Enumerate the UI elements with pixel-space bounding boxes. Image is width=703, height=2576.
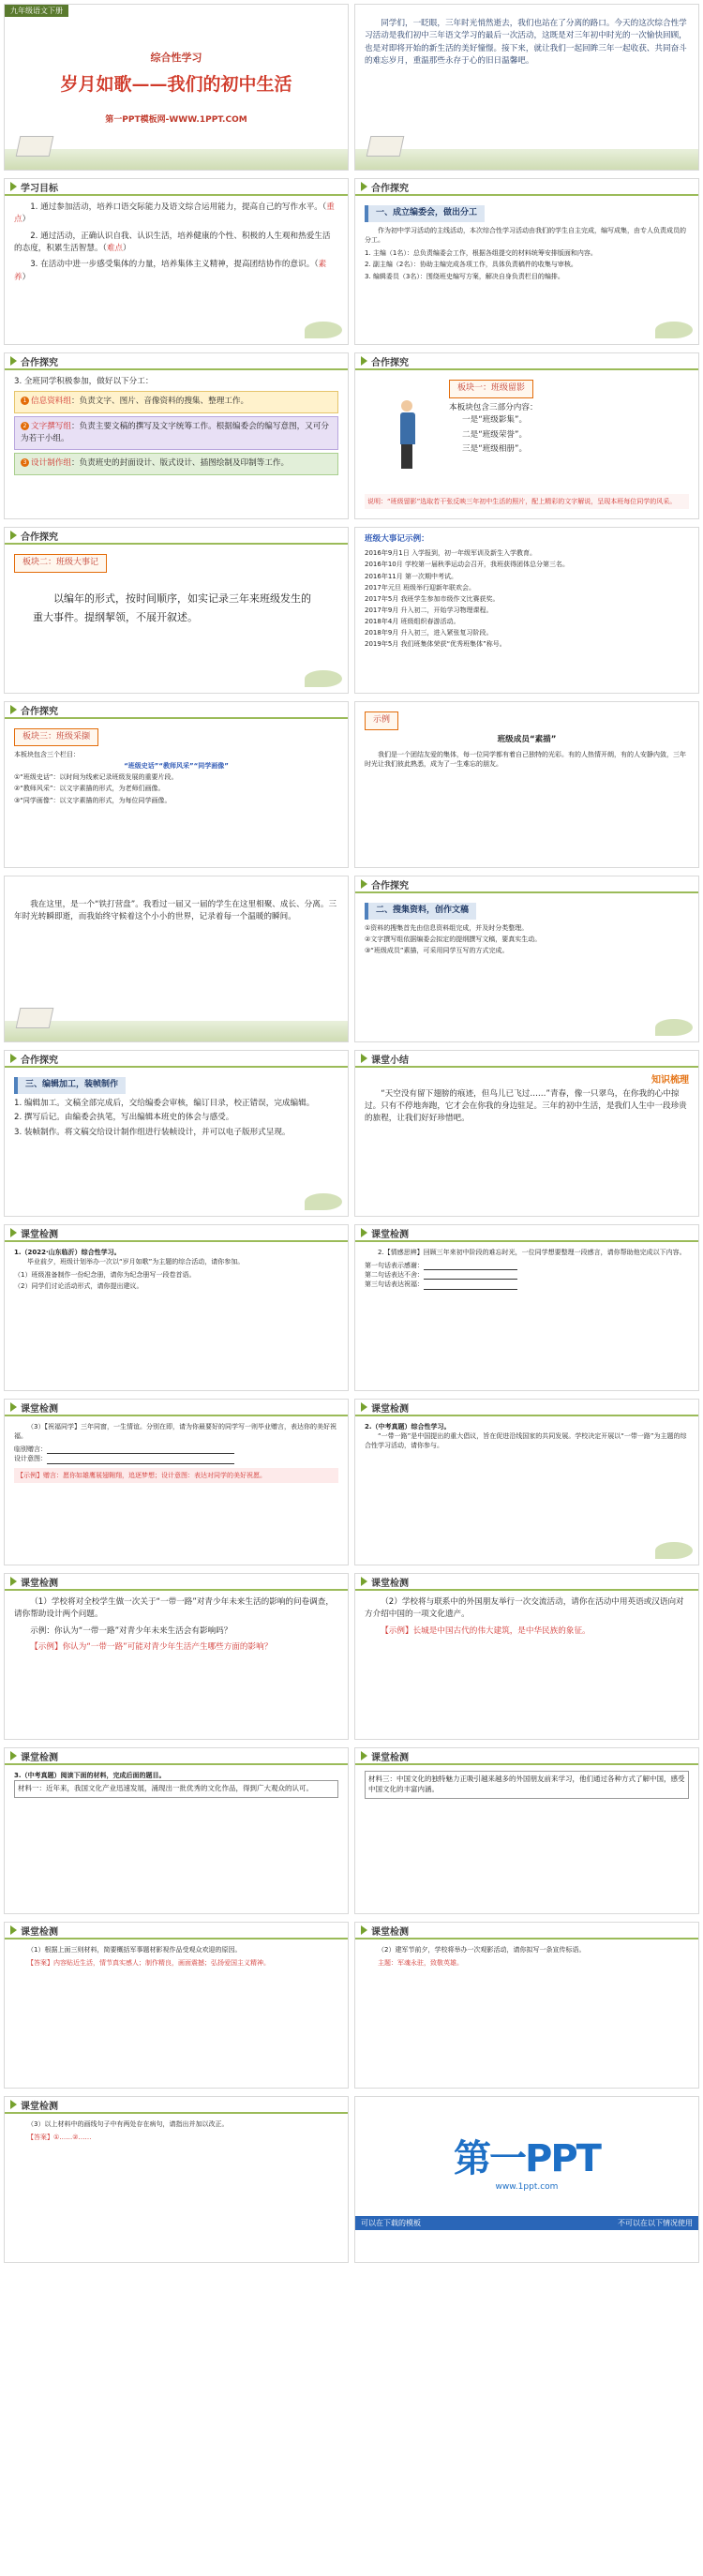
slide-heading: 综合性学习 (150, 52, 202, 64)
triangle-icon (10, 1925, 17, 1935)
triangle-icon (361, 182, 367, 191)
question-title: 1.（2022·山东临沂）综合性学习。 (14, 1249, 121, 1256)
timeline-item: 2017年9月 升入初二，开始学习物理课程。 (365, 607, 493, 615)
answer-text: 【答案】①……②…… (27, 2134, 92, 2142)
timeline-title: 班级大事记示例： (365, 534, 429, 544)
slide-header: 课堂检测 (355, 1923, 698, 1939)
question-item: （2）同学们讨论活动形式，请你提出建议。 (14, 1282, 143, 1291)
slide-header: 合作探究 (355, 179, 698, 196)
slide-test-9 (4, 1922, 349, 2089)
slide-summary (354, 1050, 699, 1217)
slide-test-7 (4, 1747, 349, 1914)
slide-header: 合作探究 (355, 353, 698, 370)
list-item: 3. 装帧制作。将文稿交给设计制作组进行装帧设计，并可以电子版形式呈现。 (14, 1127, 291, 1137)
book-illustration (16, 1008, 54, 1028)
example-title: 班级成员“素描” (497, 734, 557, 744)
answer-line: 第二句话表达不舍： (365, 1270, 689, 1280)
info-icon: 1 (21, 397, 29, 405)
answer-text: 主题：军魂永驻，致敬英雄。 (378, 1959, 463, 1968)
slide-header: 课堂检测 (5, 1225, 348, 1242)
block-note: 说明：“班级留影”选取若干张反映三年初中生活的照片，配上精彩的文字解说，呈现本班每位同学的风采。 (365, 494, 689, 509)
answer-hint: 【示例】赠言：愿你如雄鹰展翅翱翔，追逐梦想；设计意图：表达对同学的美好祝愿。 (14, 1468, 338, 1483)
leaf-decoration (655, 322, 693, 338)
block-pill: 板块三：班级采撷 (14, 728, 98, 746)
slide-explore-2 (4, 352, 349, 519)
slide-explore-3 (354, 876, 699, 1042)
answer-example: 【示例】你认为“一带一路”可能对青少年生活产生哪些方面的影响？ (30, 1641, 273, 1652)
page-title: 岁月如歌——我们的初中生活 (60, 74, 292, 95)
slide-header: 学习目标 (5, 179, 348, 196)
slide-header: 课堂检测 (5, 1400, 348, 1416)
leaf-decoration (305, 1193, 342, 1210)
list-item: ③“班级成员”素描，可采用同学互写的方式完成。 (365, 947, 509, 955)
slide-test-2 (354, 1224, 699, 1391)
list-item: 2. 撰写后记。由编委会执笔，写出编辑本班史的体会与感受。 (14, 1113, 234, 1123)
triangle-icon (361, 1751, 367, 1760)
answer-line: 第一句话表示感谢： (365, 1261, 689, 1270)
list-item: ①“班级史话”：以时间为线索记录班级发展的重要片段。 (14, 773, 178, 782)
block-intro: 本板块包含三部分内容： (449, 402, 538, 412)
material-box: 材料一：近年来，我国文化产业迅速发展，涌现出一批优秀的文化作品，得到广大观众的认可。 (14, 1780, 338, 1798)
slide-header: 合作探究 (5, 353, 348, 370)
triangle-icon (10, 356, 17, 366)
slide-header: 课堂检测 (355, 1748, 698, 1765)
slide-test-5 (4, 1573, 349, 1740)
leaf-decoration (655, 1019, 693, 1036)
slide-test-1 (4, 1224, 349, 1391)
list-item: 三是“班级相册”。 (462, 443, 528, 454)
slide-header: 课堂检测 (5, 1574, 348, 1591)
question-item: （1）班级准备制作一份纪念册，请你为纪念册写一段卷首语。 (14, 1271, 196, 1280)
question-text: （3）【祝福同学】三年同窗，一生情谊。分别在即，请为你最要好的同学写一则毕业赠言，表达你的美好祝福。 (14, 1423, 337, 1441)
example-pill: 示例 (365, 711, 398, 730)
question-example: 示例：你认为“一带一路”对青少年未来生活会有影响吗？ (30, 1625, 232, 1636)
footer-bar (355, 2216, 698, 2230)
grass-decoration (5, 1021, 348, 1041)
goal-item: 1. 通过参加活动，培养口语交际能力及语文综合运用能力，提高自己的写作水平。（重点） (14, 202, 335, 225)
answer-example: 【示例】长城是中国古代的伟大建筑，是中华民族的象征。 (381, 1625, 591, 1636)
question-text: （1）学校将对全校学生做一次关于“一带一路”对青少年未来生活的影响的问卷调查，请你帮助设计两个问题。 (14, 1597, 334, 1620)
roles-intro: 3. 全班同学积极参加，做好以下分工： (14, 377, 154, 386)
slide-header: 课堂检测 (5, 1923, 348, 1939)
slide-timeline (354, 527, 699, 694)
triangle-icon (361, 879, 367, 889)
site-credit: 第一PPT模板网-WWW.1PPT.COM (105, 115, 247, 125)
slide-essay (4, 876, 349, 1042)
triangle-icon (361, 1402, 367, 1412)
timeline-item: 2016年9月1日 入学报到，初一年级军训及新生入学教育。 (365, 549, 536, 558)
block-quote: “班级史话”“教师风采”“同学画像” (124, 762, 229, 771)
leaf-decoration (305, 322, 342, 338)
role-box: 1 信息资料组：负责文字、图片、音像资料的搜集、整理工作。 (14, 391, 338, 412)
book-illustration (16, 136, 54, 157)
slide-header: 课堂小结 (355, 1051, 698, 1068)
triangle-icon (10, 1228, 17, 1237)
slide-header: 课堂检测 (5, 2097, 348, 2114)
triangle-icon (361, 356, 367, 366)
slide-test-3 (4, 1399, 349, 1565)
block-intro: 本板块包含三个栏目： (14, 751, 80, 759)
list-item: 一是“班级影集”。 (462, 415, 528, 426)
triangle-icon (10, 1402, 17, 1412)
grade-badge: 九年级语文下册 (5, 5, 68, 17)
block-pill: 板块一：班级留影 (449, 380, 533, 398)
triangle-icon (10, 182, 17, 191)
list-item: 2. 副主编（2名）：协助主编完成各项工作，具体负责稿件的收集与审核。 (365, 261, 577, 269)
question-title: 3.（中考真题）阅读下面的材料，完成后面的题目。 (14, 1772, 166, 1779)
list-item: 3. 编辑委员（3名）：围绕班史编写方案，解决自身负责栏目的编排。 (365, 272, 564, 280)
timeline-item: 2016年10月 学校第一届秋季运动会召开，我班获得团体总分第三名。 (365, 561, 569, 569)
triangle-icon (10, 1577, 17, 1586)
question-text: （2）建军节前夕，学校将举办一次观影活动，请你拟写一条宣传标语。 (378, 1946, 586, 1954)
grass-decoration (355, 149, 698, 170)
question-paragraph: “一带一路”是中国提出的重大倡议，旨在促进沿线国家的共同发展。学校决定开展以“一带一路”为主题的综合性学习活动，请你参与。 (365, 1432, 687, 1450)
slide-explore-4 (4, 1050, 349, 1217)
slide-header: 课堂检测 (355, 1225, 698, 1242)
list-item: 二是“班级荣誉”。 (462, 429, 528, 440)
slide-test-10 (354, 1922, 699, 2089)
slide-test-6 (354, 1573, 699, 1740)
timeline-item: 2019年5月 我们班集体荣获“优秀班集体”称号。 (365, 640, 506, 649)
timeline-item: 2017年5月 我班学生参加市级作文比赛获奖。 (365, 594, 500, 603)
triangle-icon (10, 2100, 17, 2109)
slide-intro (354, 4, 699, 171)
slide-block-3 (4, 701, 349, 868)
list-item: 1. 主编（1名）：总负责编委会工作，根据各组提交的材料统筹安排版面和内容。 (365, 249, 597, 258)
book-illustration (366, 136, 405, 157)
slide-explore-1 (354, 178, 699, 345)
list-item: 1. 编辑加工。文稿全部完成后，交给编委会审核，编订目录，校正错误，完成编辑。 (14, 1098, 315, 1108)
list-item: ②文字撰写组依据编委会拟定的提纲撰写文稿，要真实生动。 (365, 936, 542, 944)
question-text: （2）学校将与联系中的外国朋友举行一次交流活动，请你在活动中用英语或汉语向对方介绍中国的一项文化遗产。 (365, 1597, 684, 1620)
slide-test-8 (354, 1747, 699, 1914)
goal-item: 2. 通过活动，正确认识自我、认识生活，培养健康的个性、积极的人生观和热爱生活的态度，积累生活智慧。（难点） (14, 231, 331, 253)
triangle-icon (10, 705, 17, 714)
triangle-icon (10, 1054, 17, 1063)
slide-title (4, 4, 349, 171)
section-intro: 作为初中学习活动的主线活动，本次综合性学习活动由我们的学生自主完成，编写成集，由专人负责成员的分工。 (365, 226, 686, 245)
section-tag: 二、搜集资料，创作文稿 (365, 903, 476, 920)
question-text: （3）以上材料中的画线句子中有两处存在病句，请指出并加以改正。 (27, 2120, 229, 2128)
triangle-icon (10, 531, 17, 540)
role-box: 2 文字撰写组：负责主要文稿的撰写及文字统筹工作。根据编委会的编写意图，又可分为若干小组。 (14, 416, 338, 451)
slide-header: 合作探究 (5, 528, 348, 545)
slide-logo (354, 2096, 699, 2263)
summary-logo: 知识梳理 (651, 1075, 689, 1086)
timeline-item: 2018年9月 升入初三，进入紧张复习阶段。 (365, 629, 493, 637)
timeline-item: 2017年元旦 班级举行迎新年联欢会。 (365, 583, 476, 592)
timeline-item: 2018年4月 班级组织春游活动。 (365, 618, 460, 626)
leaf-decoration (305, 670, 342, 687)
grass-decoration (5, 149, 348, 170)
slide-header: 课堂检测 (355, 1574, 698, 1591)
footer-right: 不可以在以下情况使用 (618, 2219, 693, 2227)
role-box: 3 设计制作组：负责班史的封面设计、版式设计、插图绘制及印制等工作。 (14, 453, 338, 474)
timeline-item: 2016年11月 第一次期中考试。 (365, 572, 457, 580)
question-text: 毕业前夕，班级计划举办一次以“岁月如歌”为主题的综合活动，请你参加。 (27, 1258, 245, 1266)
answer-line: 临别赠言： (14, 1445, 338, 1454)
triangle-icon (361, 1577, 367, 1586)
slide-header: 课堂检测 (355, 1400, 698, 1416)
section-tag: 三、编辑加工，装帧制作 (14, 1077, 126, 1094)
answer-line: 第三句话表达祝福： (365, 1280, 689, 1289)
list-item: ②“教师风采”：以文字素描的形式，为老师们画像。 (14, 785, 165, 793)
intro-paragraph: 同学们，一眨眼，三年时光悄然逝去，我们也站在了分离的路口。今天的这次综合性学习活动是我们初中三年语文学习的最后一次活动，这既是对三年初中时光的一次愉快回顾，也是对即将开始的新生活的美好憧憬。接下来，就让我们一起回眸三年一起收获、共同奋斗的难忘岁月，重温那些永存于心的旧日温馨吧。 (365, 19, 687, 66)
slide-example (354, 701, 699, 868)
footer-left: 可以在下载的模板 (361, 2219, 421, 2227)
slide-test-4 (354, 1399, 699, 1565)
info-icon: 2 (21, 422, 29, 430)
brand-url[interactable]: www.1ppt.com (495, 2182, 559, 2192)
slide-header: 合作探究 (355, 876, 698, 893)
summary-paragraph: “天空没有留下翅膀的痕迹，但鸟儿已飞过……”青春，像一只翠鸟，在你我的心中掠过。只有不停地奔跑，它才会在你我的身边驻足。三年的初中生活，是我们人生中一段珍贵的旅程，让我们好好珍惜吧。 (365, 1088, 687, 1124)
slide-block-1 (354, 352, 699, 519)
slide-header: 课堂检测 (5, 1748, 348, 1765)
info-icon: 3 (21, 458, 29, 467)
list-item: ①资料的搜集首先由信息资料组完成，并及时分类整理。 (365, 923, 529, 932)
goal-item: 3. 在活动中进一步感受集体的力量，培养集体主义精神，提高团结协作的意识。（素养） (14, 260, 327, 282)
slide-block-2 (4, 527, 349, 694)
block-description: 以编年的形式，按时间顺序，如实记录三年来班级发生的重大事件。提纲挈领，不展开叙述。 (33, 592, 311, 623)
slide-test-11 (4, 2096, 349, 2263)
answer-text: 【答案】内容贴近生活，情节真实感人；制作精良，画面震撼；弘扬爱国主义精神。 (27, 1959, 270, 1968)
section-tag: 一、成立编委会，做出分工 (365, 205, 485, 222)
list-item: ③“同学画像”：以文字素描的形式，为每位同学画像。 (14, 796, 172, 804)
triangle-icon (10, 1751, 17, 1760)
question-title: 2.（中考真题）综合性学习。 (365, 1423, 451, 1430)
triangle-icon (361, 1228, 367, 1237)
example-text: 我们是一个团结友爱的集体，每一位同学都有着自己独特的光彩。有的人热情开朗，有的人安静内敛，三年时光让我们彼此熟悉，成为了一生难忘的朋友。 (365, 751, 686, 769)
question-text: （1）根据上面三则材料，简要概括军事题材影视作品受观众欢迎的原因。 (27, 1946, 242, 1954)
essay-paragraph: 我在这里，是一个“铁打营盘”。我看过一届又一届的学生在这里相聚、成长、分离。三年时光转瞬即逝，而我始终守候着这个小小的世界，记录着每一个温暖的瞬间。 (14, 900, 337, 922)
question-text: 2.【情感思辨】回顾三年来初中阶段的难忘时光，一位同学想要整理一段感言，请你帮助他完成以下内容。 (378, 1249, 686, 1256)
brand-logo: 第一PPT (454, 2137, 600, 2180)
answer-line: 设计意图： (14, 1454, 338, 1463)
leaf-decoration (655, 1542, 693, 1559)
triangle-icon (361, 1925, 367, 1935)
material-box: 材料三：中国文化的独特魅力正吸引越来越多的外国朋友前来学习，他们通过各种方式了解中国，感受中国文化的丰富内涵。 (365, 1771, 689, 1799)
slide-goals (4, 178, 349, 345)
block-pill: 板块二：班级大事记 (14, 554, 107, 573)
triangle-icon (361, 1054, 367, 1063)
teacher-illustration (400, 400, 413, 469)
slide-header: 合作探究 (5, 1051, 348, 1068)
slide-header: 合作探究 (5, 702, 348, 719)
